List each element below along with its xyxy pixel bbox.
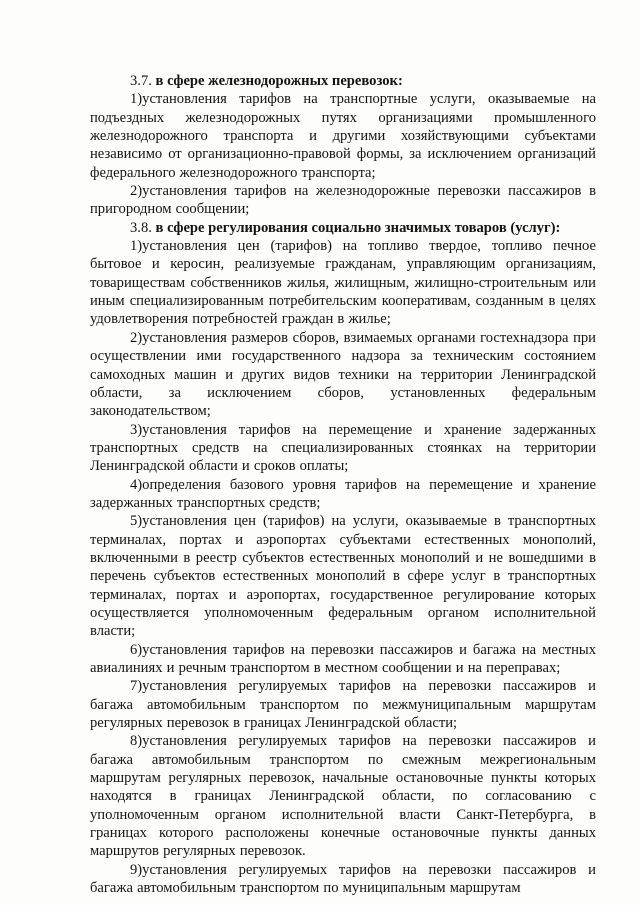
paragraph-3-7-1: 1)установления тарифов на транспортные услуги, оказываемые на подъездных железнодорожных путях организациями промышленного железнодорожного транспорта и другими хозяйствующими субъектами независимо от организационно-правовой формы, за исключением организаций федерального железнодорожного транспорта;: [90, 91, 596, 181]
section-heading-3-8: 3.8. в сфере регулирования социально значимых товаров (услуг):: [130, 219, 561, 236]
section-heading-3-7: 3.7. в сфере железнодорожных перевозок:: [130, 73, 403, 89]
paragraph-3-8-3: 3)установления тарифов на перемещение и хранение задержанных транспортных средств на специализированных стоянках на территории Ленинградской области и сроков оплаты;: [90, 421, 596, 475]
paragraph-3-8-1: 1)установления цен (тарифов) на топливо твердое, топливо печное бытовое и керосин, реализуемые гражданам, управляющим организациям, товариществам собственников жилья, жилищным, жилищно-строительным или иным специализированным потребительским кооперативам, созданным в целях удовлетворения потребностей граждан в жилье;: [90, 238, 596, 328]
paragraph-3-8-4: 4)определения базового уровня тарифов на перемещение и хранение задержанных транспортных средств;: [90, 476, 596, 511]
paragraph-3-8-8: 8)установления регулируемых тарифов на перевозки пассажиров и багажа автомобильным транспортом по смежным межрегиональным маршрутам регулярных перевозок, начальные остановочные пункты которых находятся в границах Ленинградской области, по согласованию с уполномоченным органом исполнительной власти Санкт-Петербурга, в границах которого расположены конечные остановочные пункты данных маршрутов регулярных перевозок.: [90, 733, 596, 860]
paragraph-3-7-2: 2)установления тарифов на железнодорожные перевозки пассажиров в пригородном сообщении;: [90, 183, 596, 218]
paragraph-3-8-5: 5)установления цен (тарифов) на услуги, оказываемые в транспортных терминалах, портах и аэропортах субъектами естественных монополий, включенными в реестр субъектов естественных монополий и не вошедшими в перечень субъектов естественных монополий в сфере услуг в транспортных терминалах, портах и аэропортах, государственное регулирование которых осуществляется уполномоченным федеральным органом исполнительной власти;: [90, 513, 596, 640]
document-body: [90, 72, 596, 897]
paragraph-3-8-7: 7)установления регулируемых тарифов на перевозки пассажиров и багажа автомобильным транспортом по межмуниципальным маршрутам регулярных перевозок в границах Ленинградской области;: [90, 678, 596, 732]
paragraph-3-8-2: 2)установления размеров сборов, взимаемых органами гостехнадзора при осуществлении ими государственного надзора за техническим состоянием самоходных машин и других видов техники на территории Ленинградской области, за исключением сборов, установленных федеральным законодательством;: [90, 329, 596, 420]
paragraph-3-8-6: 6)установления тарифов на перевозки пассажиров и багажа на местных авиалиниях и речным транспортом в местном сообщении и на переправах;: [90, 641, 596, 676]
paragraph-3-8-9: 9)установления регулируемых тарифов на перевозки пассажиров и багажа автомобильным транспортом по муниципальным маршрутам: [90, 861, 596, 897]
